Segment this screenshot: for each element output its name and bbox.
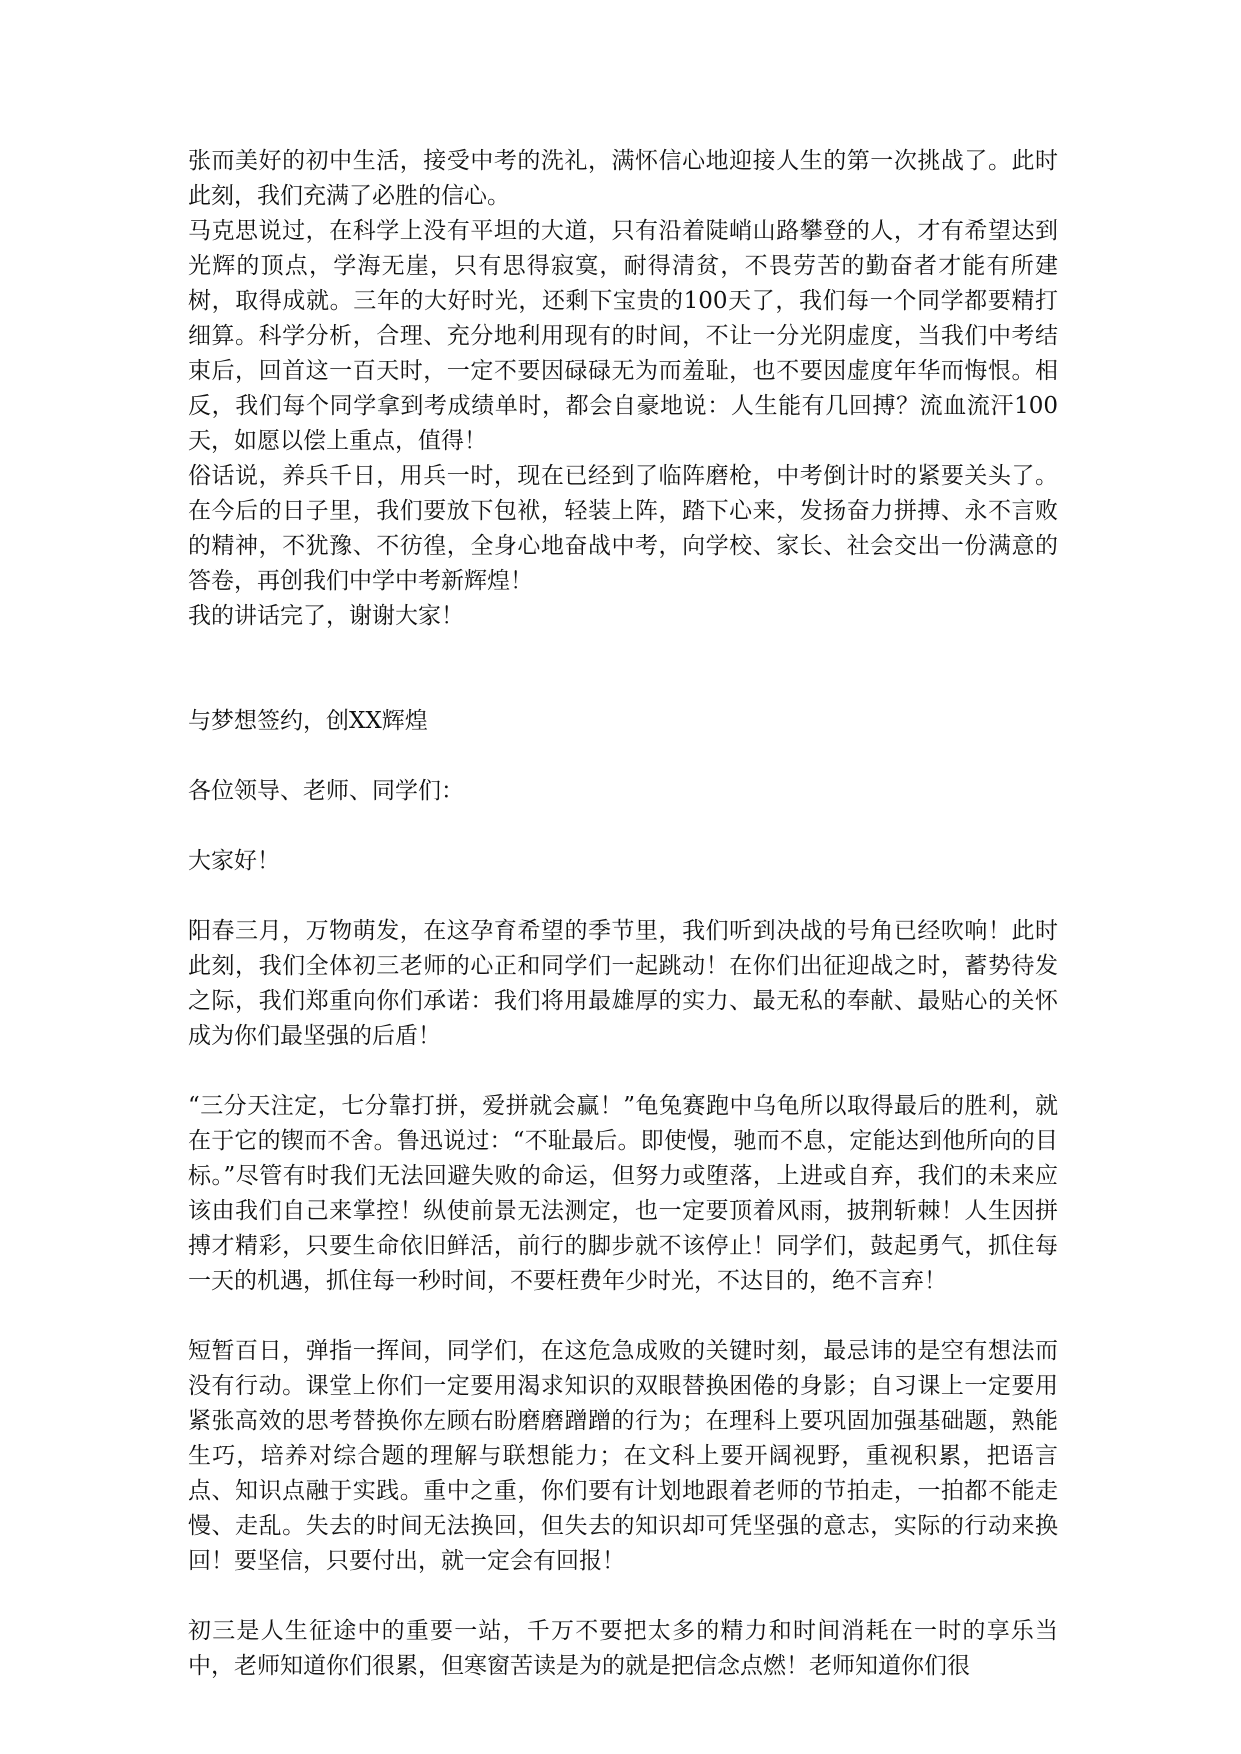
greeting: 大家好！ [188, 848, 280, 874]
body-paragraph: 张而美好的初中生活，接受中考的洗礼，满怀信心地迎接人生的第一次挑战了。此时此刻，我们充满了必胜的信心。 [188, 148, 1058, 209]
speech-paragraph: 短暂百日，弹指一挥间，同学们，在这危急成败的关键时刻，最忌讳的是空有想法而没有行动。课堂上你们一定要用渴求知识的双眼替换困倦的身影；自习课上一定要用紧张高效的思考替换你左顾右盼磨磨蹭蹭的行为；在理科上要巩固加强基础题，熟能生巧，培养对综合题的理解与联想能力；在文科上要开阔视野，重视积累，把语言点、知识点融于实践。重中之重，你们要有计划地跟着老师的节拍走，一拍都不能走慢、走乱。失去的时间无法换回，但失去的知识却可凭坚强的意志，实际的行动来换回！要坚信，只要付出，就一定会有回报！ [188, 1338, 1058, 1574]
speech-paragraph: 阳春三月，万物萌发，在这孕育希望的季节里，我们听到决战的号角已经吹响！此时此刻，我们全体初三老师的心正和同学们一起跳动！在你们出征迎战之时，蓄势待发之际，我们郑重向你们承诺：我们将用最雄厚的实力、最无私的奉献、最贴心的关怀成为你们最坚强的后盾！ [188, 918, 1058, 1049]
body-paragraph: 俗话说，养兵千日，用兵一时，现在已经到了临阵磨枪，中考倒计时的紧要关头了。在今后的日子里，我们要放下包袱，轻装上阵，踏下心来，发扬奋力拼搏、永不言败的精神，不犹豫、不彷徨，全身心地奋战中考，向学校、家长、社会交出一份满意的答卷，再创我们中学中考新辉煌！ [188, 463, 1058, 594]
speech-paragraph: 初三是人生征途中的重要一站，千万不要把太多的精力和时间消耗在一时的享乐当中，老师知道你们很累，但寒窗苦读是为的就是把信念点燃！老师知道你们很 [188, 1618, 1058, 1679]
speech-paragraph: “三分天注定，七分靠打拼，爱拼就会赢！”龟兔赛跑中乌龟所以取得最后的胜利，就在于它的锲而不舍。鲁迅说过：“不耻最后。即使慢，驰而不息，定能达到他所向的目标。”尽管有时我们无法回避失败的命运，但努力或堕落，上进或自弃，我们的未来应该由我们自己来掌控！纵使前景无法测定，也一定要顶着风雨，披荆斩棘！人生因拼搏才精彩，只要生命依旧鲜活，前行的脚步就不该停止！同学们，鼓起勇气，抓住每一天的机遇，抓住每一秒时间，不要枉费年少时光，不达目的，绝不言弃！ [188, 1093, 1058, 1294]
body-paragraph: 马克思说过，在科学上没有平坦的大道，只有沿着陡峭山路攀登的人，才有希望达到光辉的顶点，学海无崖，只有思得寂寞，耐得清贫，不畏劳苦的勤奋者才能有所建树，取得成就。三年的大好时光，还剩下宝贵的100天了，我们每一个同学都要精打细算。科学分析，合理、充分地利用现有的时间，不让一分光阴虚度，当我们中考结束后，回首这一百天时，一定不要因碌碌无为而羞耻，也不要因虚度年华而悔恨。相反，我们每个同学拿到考成绩单时，都会自豪地说：人生能有几回搏？流血流汗100天，如愿以偿上重点，值得！ [188, 218, 1058, 454]
closing-line: 我的讲话完了，谢谢大家！ [188, 603, 464, 629]
salutation: 各位领导、老师、同学们： [188, 778, 464, 804]
document-body [188, 144, 1058, 1684]
speech-title: 与梦想签约，创XX辉煌 [188, 708, 428, 734]
